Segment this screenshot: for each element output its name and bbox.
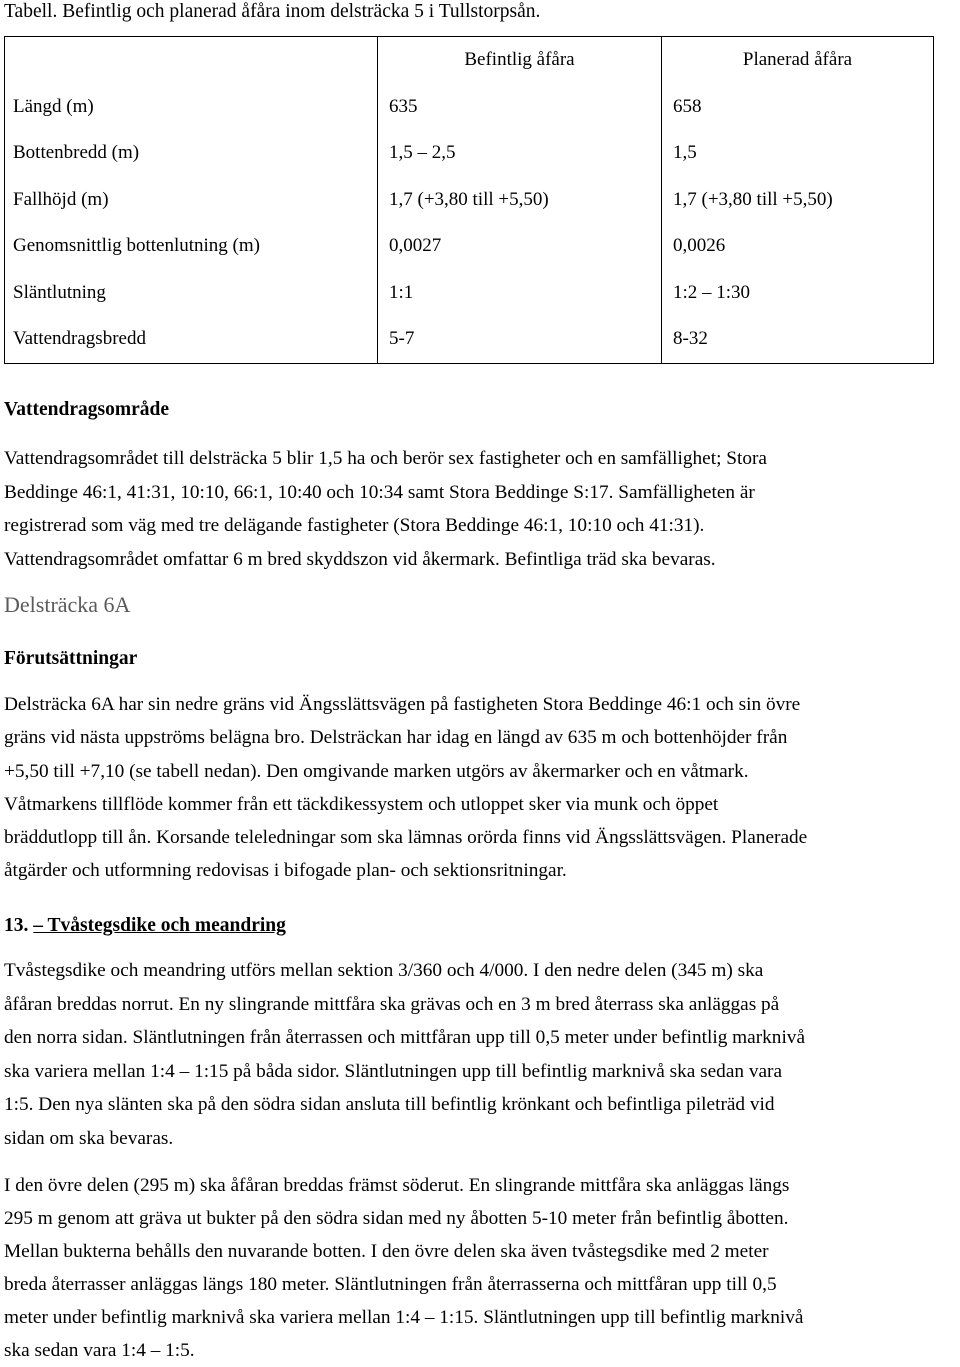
paragraph-line: Mellan bukterna behålls den nuvarande botten. I den övre delen ska även tvåstegsdike med 2 meter xyxy=(4,1241,769,1262)
paragraph-line: åtgärder och utformning redovisas i bifogade plan- och sektionsritningar. xyxy=(4,860,567,882)
section-title-delstracka-6a: Delsträcka 6A xyxy=(4,592,131,617)
table-row xyxy=(5,130,934,177)
paragraph-vattendragsomrade xyxy=(4,442,956,576)
paragraph-line: 1:5. Den nya slänten ska på den södra sidan ansluta till befintlig krönkant och befintliga pileträd vid xyxy=(4,1094,775,1116)
paragraph-line: Delsträcka 6A har sin nedre gräns vid Ängsslättsvägen på fastigheten Stora Beddinge 46:1 och sin övre xyxy=(4,694,801,715)
table-header-row xyxy=(5,37,934,84)
table-row xyxy=(5,223,934,270)
planned-value: 1:2 – 1:30 xyxy=(662,270,934,317)
paragraph-line: åfåran breddas norrut. En ny slingrande mittfåra ska grävas och en 3 m bred återrass ska anläggas på xyxy=(4,993,780,1015)
header-cell-planned: Planerad åfåra xyxy=(662,37,934,84)
existing-value: 1:1 xyxy=(378,270,662,317)
table-row xyxy=(5,177,934,224)
existing-value: 5-7 xyxy=(378,316,662,363)
paragraph-line: Tvåstegsdike och meandring utförs mellan sektion 3/360 och 4/000. I den nedre delen (345 m) ska xyxy=(4,960,764,981)
existing-value: 1,7 (+3,80 till +5,50) xyxy=(378,177,662,224)
existing-value: 0,0027 xyxy=(378,223,662,270)
paragraph-line: registrerad som väg med tre delägande fastigheter (Stora Beddinge 46:1, 10:10 och 41:31). xyxy=(4,515,705,536)
paragraph-line: Beddinge 46:1, 41:31, 10:10, 66:1, 10:40 och 10:34 samt Stora Beddinge S:17. Samfälligheten är xyxy=(4,481,755,503)
section-number: 13. xyxy=(4,915,29,936)
channel-comparison-table xyxy=(4,36,934,364)
paragraph-line: sidan om ska bevaras. xyxy=(4,1127,174,1149)
paragraph-tvastegsdike-nedre xyxy=(4,954,956,1156)
paragraph-line: Vattendragsområdet till delsträcka 5 blir 1,5 ha och berör sex fastigheter och en samfällighet; Stora xyxy=(4,448,767,469)
paragraph-line: Våtmarkens tillflöde kommer från ett täckdikessystem och utloppet sker via munk och öppet xyxy=(4,793,719,815)
paragraph-line: ska sedan vara 1:4 – 1:5. xyxy=(4,1340,195,1361)
table-row xyxy=(5,84,934,131)
paragraph-forutsattningar xyxy=(4,688,956,888)
row-label: Vattendragsbredd xyxy=(5,316,378,363)
heading-text: Tvåstegsdike och meandring xyxy=(47,915,286,936)
paragraph-line: bräddutlopp till ån. Korsande teleledningar som ska lämnas orörda finns vid Ängsslättsvägen. Planerade xyxy=(4,827,808,849)
planned-value: 1,7 (+3,80 till +5,50) xyxy=(662,177,934,224)
paragraph-line: +5,50 till +7,10 (se tabell nedan). Den omgivande marken utgörs av åkermarker och en våtmark. xyxy=(4,760,749,782)
section-heading-tvastegsdike xyxy=(4,914,956,938)
paragraph-tvastegsdike-ovre xyxy=(4,1169,956,1367)
header-cell-empty xyxy=(5,37,378,84)
table-row xyxy=(5,316,934,363)
paragraph-line: gräns vid nästa uppströms belägna bro. Delsträckan har idag en längd av 635 m och bottenhöjder från xyxy=(4,727,788,749)
row-label: Längd (m) xyxy=(5,84,378,131)
paragraph-line: 295 m genom att gräva ut bukter på den södra sidan med ny åbotten 5-10 meter från befintlig åbotten. xyxy=(4,1208,789,1229)
paragraph-line: ska variera mellan 1:4 – 1:15 på båda sidor. Släntlutningen upp till befintlig marknivå ska sedan vara xyxy=(4,1060,783,1082)
planned-value: 658 xyxy=(662,84,934,131)
section-heading-forutsattningar: Förutsättningar xyxy=(4,648,138,669)
planned-value: 8-32 xyxy=(662,316,934,363)
paragraph-line: meter under befintlig marknivå ska variera mellan 1:4 – 1:15. Släntlutningen upp till befintlig marknivå xyxy=(4,1307,804,1328)
section-heading-vattendragsomrade: Vattendragsområde xyxy=(4,399,170,420)
heading-dash: – xyxy=(33,915,43,936)
table-row xyxy=(5,270,934,317)
paragraph-line: Vattendragsområdet omfattar 6 m bred skyddszon vid åkermark. Befintliga träd ska bevaras. xyxy=(4,548,716,570)
planned-value: 0,0026 xyxy=(662,223,934,270)
section-heading-underlined xyxy=(33,915,286,936)
planned-value: 1,5 xyxy=(662,130,934,177)
row-label: Genomsnittlig bottenlutning (m) xyxy=(5,223,378,270)
paragraph-line: den norra sidan. Släntlutningen från återrassen och mittfåran upp till 0,5 meter under befintlig marknivå xyxy=(4,1027,806,1049)
paragraph-line: breda återrasser anläggas längs 180 meter. Släntlutningen från återrasserna och mittfåran upp till 0,5 xyxy=(4,1274,777,1295)
paragraph-line: I den övre delen (295 m) ska åfåran breddas främst söderut. En slingrande mittfåra ska anläggas längs xyxy=(4,1175,790,1196)
header-cell-existing: Befintlig åfåra xyxy=(378,37,662,84)
row-label: Bottenbredd (m) xyxy=(5,130,378,177)
table-caption: Tabell. Befintlig och planerad åfåra inom delsträcka 5 i Tullstorpsån. xyxy=(4,1,541,22)
row-label: Släntlutning xyxy=(5,270,378,317)
existing-value: 1,5 – 2,5 xyxy=(378,130,662,177)
row-label: Fallhöjd (m) xyxy=(5,177,378,224)
existing-value: 635 xyxy=(378,84,662,131)
